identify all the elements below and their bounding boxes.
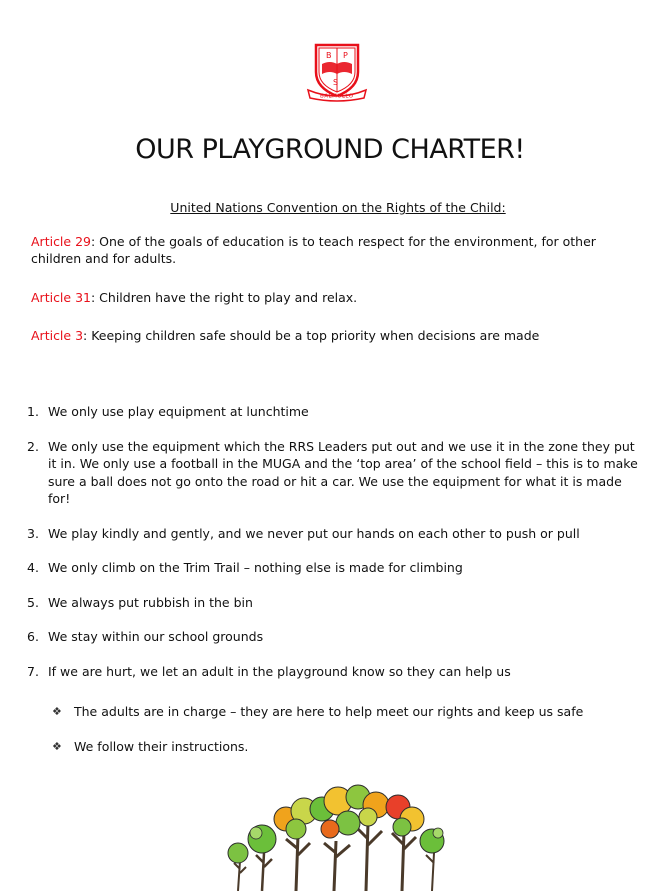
article-31-text: : Children have the right to play and relax.: [90, 290, 358, 305]
rule-text: We only climb on the Trim Trail – nothing else is made for climbing: [48, 560, 463, 575]
article-29: [31, 233, 637, 267]
uncrc-heading: United Nations Convention on the Rights of the Child:: [170, 200, 506, 215]
rule-item: [24, 663, 644, 681]
crest-letter-b: B: [326, 51, 332, 60]
rule-text: We only use play equipment at lunchtime: [48, 404, 309, 419]
article-29-text: : One of the goals of education is to teach respect for the environment, for other children and for adults.: [31, 234, 596, 266]
rule-text: We always put rubbish in the bin: [48, 594, 253, 610]
school-crest-icon: [306, 42, 368, 102]
rule-item: [24, 525, 644, 543]
rule-text: We stay within our school grounds: [48, 629, 264, 644]
rule-text: We play kindly and gently, and we never put our hands on each other to push or pull: [48, 525, 580, 541]
article-3: [31, 327, 637, 344]
diamond-bullet-icon: ❖: [52, 739, 62, 753]
rule-number: 5.: [27, 594, 39, 610]
rule-item: [24, 594, 644, 612]
rule-number: 6.: [27, 629, 39, 644]
rule-number: 3.: [27, 525, 39, 541]
note-item: [52, 703, 632, 721]
article-31-label: Article 31: [31, 290, 91, 305]
rule-item: [24, 438, 644, 508]
diamond-bullet-icon: ❖: [52, 705, 62, 718]
rule-item: [24, 559, 644, 577]
rule-number: 2.: [27, 438, 39, 454]
trees-illustration: [226, 783, 450, 891]
page-title: OUR PLAYGROUND CHARTER!: [135, 134, 525, 165]
rule-item: [24, 403, 644, 421]
note-text: We follow their instructions.: [74, 738, 249, 754]
rule-number: 7.: [27, 663, 39, 679]
notes-list: [52, 703, 632, 772]
note-item: [52, 738, 632, 756]
crest-banner-text: BALMULLO: [320, 93, 354, 100]
note-text: The adults are in charge – they are here to help meet our rights and keep us safe: [74, 704, 584, 719]
article-3-label: Article 3: [31, 328, 84, 343]
crest-letter-s: S: [333, 78, 339, 87]
article-31: [31, 289, 637, 306]
rule-text: We only use the equipment which the RRS Leaders put out and we use it in the zone they put it in. We only use a football in the MUGA and the ‘top area’ of the school field – this is to make sure a ball does not go onto the road or hit a car. We use the equipment for what it is made for!: [48, 438, 638, 506]
rule-item: [24, 628, 644, 646]
rule-text: If we are hurt, we let an adult in the playground know so they can help us: [48, 663, 511, 679]
charter-rules-list: [24, 403, 644, 680]
rule-number: 4.: [27, 560, 39, 575]
article-3-text: : Keeping children safe should be a top priority when decisions are made: [83, 328, 540, 343]
crest-letter-p: P: [343, 51, 348, 60]
rule-number: 1.: [27, 404, 39, 419]
article-29-label: Article 29: [31, 234, 91, 249]
